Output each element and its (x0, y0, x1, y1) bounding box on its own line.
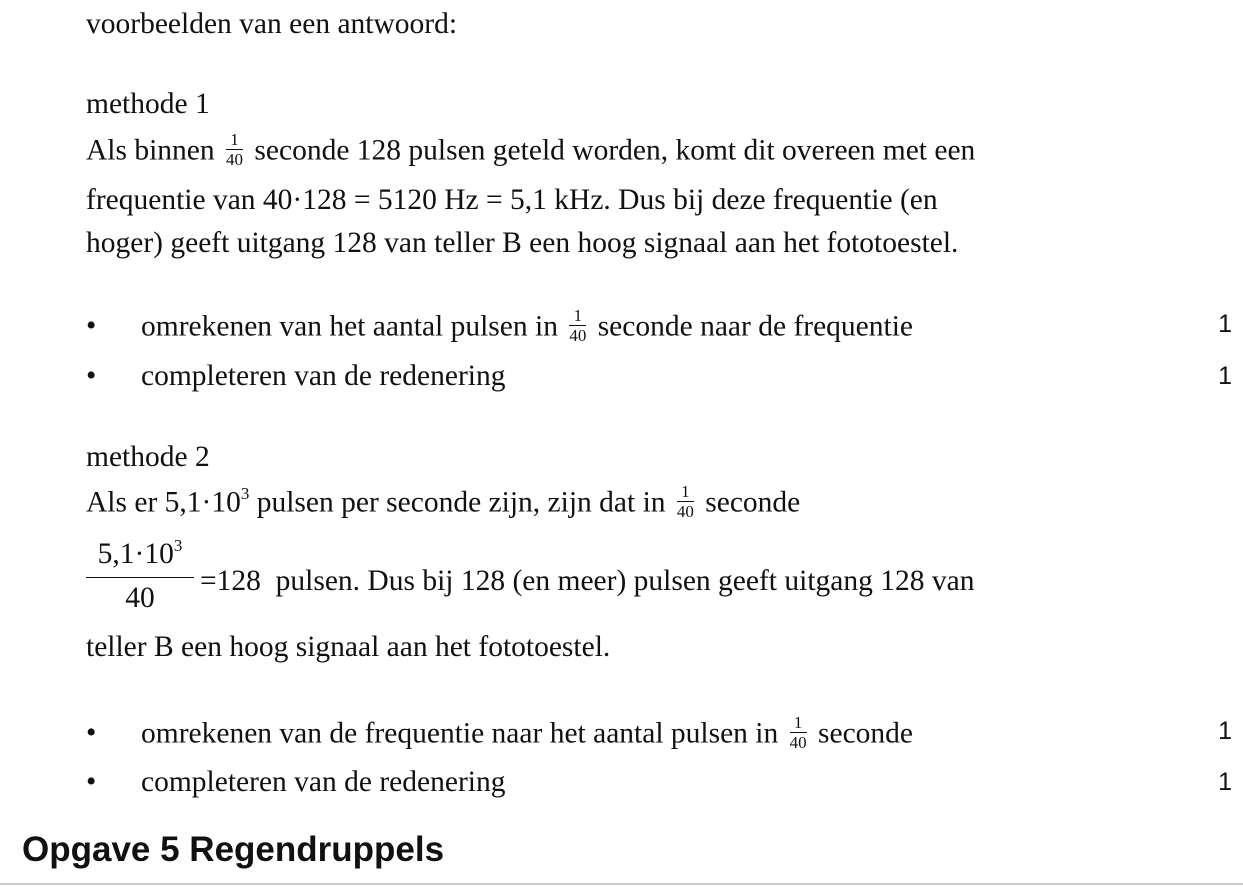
criterion-text: omrekenen van de frequentie naar het aantal pulsen in (141, 717, 779, 750)
text: Als er 5,1·10 (86, 486, 241, 519)
criterion-text: completeren van de redenering (141, 360, 506, 392)
fraction-denominator: 40 (226, 150, 244, 169)
fraction (226, 131, 243, 168)
criterion-item (86, 768, 505, 798)
fraction-numerator: 1 (790, 714, 807, 733)
text: seconde (705, 486, 801, 519)
criterion-text: seconde (818, 717, 914, 750)
fraction-numerator: 1 (226, 131, 243, 150)
exponent: 3 (173, 536, 183, 555)
fraction-denominator: 40 (789, 733, 807, 752)
divider (0, 883, 1243, 885)
criterion-text: seconde naar de frequentie (597, 310, 914, 343)
fraction (677, 483, 694, 520)
criterion-item (86, 713, 914, 754)
criterion-score: 1 (1218, 768, 1232, 796)
criterion-score: 1 (1218, 310, 1232, 338)
method-1-line-3: hoger) geeft uitgang 128 van teller B een hoog signaal aan het fototoestel. (86, 227, 959, 259)
method-2-title: methode 2 (86, 441, 210, 473)
section-heading: Opgave 5 Regendruppels (22, 830, 445, 869)
intro-text: voorbeelden van een antwoord: (86, 8, 458, 40)
text: Als binnen (86, 134, 215, 167)
criterion-score: 1 (1218, 362, 1232, 390)
method-2-line-3: teller B een hoog signaal aan het fototoestel. (86, 631, 611, 663)
bullet: • (86, 360, 97, 392)
calculation-fraction (86, 538, 194, 615)
fraction-denominator: 40 (569, 326, 587, 345)
criterion-item (86, 306, 914, 347)
criterion-text: omrekenen van het aantal pulsen in (141, 310, 558, 343)
text: pulsen per seconde zijn, zijn dat in (256, 486, 666, 519)
fraction-numerator (86, 538, 194, 578)
fraction-denominator: 40 (676, 502, 694, 521)
criterion-text: completeren van de redenering (141, 766, 506, 798)
exponent: 3 (240, 484, 250, 504)
method-2-line-2: =128 pulsen. Dus bij 128 (en meer) pulsen geeft uitgang 128 van (200, 565, 975, 597)
method-1-line-1 (86, 130, 976, 171)
text: 5,1·10 (97, 538, 174, 570)
method-1-title: methode 1 (86, 88, 210, 120)
fraction-numerator: 1 (677, 483, 694, 502)
method-2-line-1 (86, 482, 801, 523)
fraction (569, 307, 586, 344)
fraction (790, 714, 807, 751)
bullet: • (86, 310, 97, 343)
criterion-score: 1 (1218, 717, 1232, 745)
bullet: • (86, 717, 97, 750)
fraction-denominator: 40 (125, 582, 155, 614)
method-1-line-2: frequentie van 40·128 = 5120 Hz = 5,1 kHz. Dus bij deze frequentie (en (86, 184, 938, 216)
criterion-item (86, 362, 505, 392)
bullet: • (86, 766, 97, 798)
text: seconde 128 pulsen geteld worden, komt dit overeen met een (254, 134, 976, 167)
fraction-numerator: 1 (569, 307, 586, 326)
